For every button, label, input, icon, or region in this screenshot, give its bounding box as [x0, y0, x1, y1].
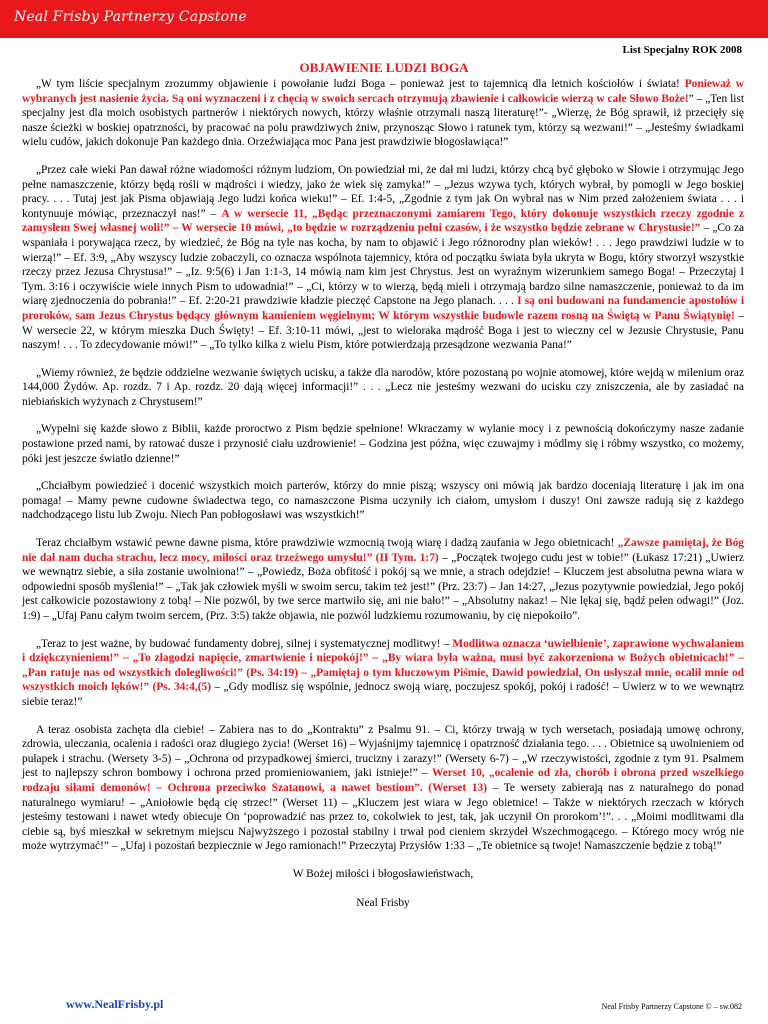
paragraph [22, 637, 744, 710]
paragraph [22, 479, 744, 523]
body-text: „Wiemy również, że będzie oddzielne wezwanie świętych ucisku, a także dla narodów, które pozostaną po wojnie atomowej, które wejdą w milenium oraz 144,000 Żydów. Ap. rozdz. 7 i Ap. rozdz. 20 dają więcej informacji!” . . . „Lecz nie jesteśmy wezwani do ucisku czy zniszczenia, ale by zasiadać na niebiańskich wyżynach z Chrystusem!” [22, 366, 744, 408]
body-text: – „Gdy modlisz się wspólnie, jednocz swoją wiarę, poczujesz spokój, pokój i radość! – Uwierz w to we wewnątrz siebie teraz!” [22, 681, 744, 708]
body-text: – W wersecie 22, w którym mieszka Duch Święty! – Ef. 3:10-11 mówi, „jest to wieloraka mądrość Boga i jest to wieczny cel w Jezusie Chrystusie, Panu naszym! . . . To zdecydowanie mówi!” – „To tylko kilka z wielu Pism, które potwierdzają przesądzone wezwania Pana!” [22, 309, 744, 352]
banner-title: Neal Frisby Partnerzy Capstone [14, 9, 247, 25]
body-text: ” – „Ten list specjalny jest dla moich osobistych partnerów i niektórych nowych, którzy właśnie otrzymali naszą literaturę!”- „Wierzę, że Bóg sprawił, iż przecięły się nasze ścieżki w boskiej opatrzności, by pracować na polu prawdziwych żniw, przynosząc Słowo i ratunek tym, którzy są wezwani!” – „Jesteśmy świadkami wielu cudów, jakich dokonuje Pan każdego dnia. Orzeźwiająca moc Pana jest prawdziwie błogosławiąca!” [22, 92, 744, 149]
signature: Neal Frisby [356, 896, 410, 909]
emphasis-text: A w wersecie 11, „Będąc przeznaczonymi zamiarem Tego, który dokonuje wszystkich rzeczy zgodnie z zamysłem Swej własnej woli!” – W wersecie 10 mówi, „to będzie w rozrządzeniu pełni czasów, i że wszystko będzie zebrane w Chrystusie!” [22, 207, 744, 235]
body-text: „Przez całe wieki Pan dawał różne wiadomości różnym ludziom, On powiedział mi, że dał mi ludzi, którzy chcą być głęboko w Słowie i otrzymując Jego pełne namaszczenie, którzy będą rośli w mądrości i wiedzy, jako że wiek się zamyka!” – „Jezus wzywa tych, których wybrał, by pomogli w Jego boskiej pracy. . . . Tutaj jest jak Pisma objawiają Jego ludzi końca wieku!” – Ef. 1:4-5, „Zgodnie z tym jak On wybrał nas w Nim przed założeniem świata . . . i kontynuuje mówiąc, przeznaczył nas!” – [22, 163, 744, 220]
emphasis-text: I są oni budowani na fundamencie apostołów i proroków, sam Jezus Chrystus będący głównym kamieniem węgielnym; W którym wszystkie budowle razem rosną na Świętą w Panu Świątynię! [22, 295, 744, 322]
body-text: A teraz osobista zachęta dla ciebie! – Zabiera nas to do „Kontraktu” z Psalmu 91. – Ci, którzy trwają w tych wersetach, posiadają umowę ochrony, zdrowia, uleczania, ocalenia i radości oraz długiego życia! (Werset 16) – Wyjaśnijmy tajemnicę i opatrzność działania tego. . . . Obietnice są uwolnieniem od pułapek i strachu. (Wersety 3-5) – „Ochrona od przypadkowej śmierci, trucizny i zarazy!” (Wersety 6-7) – „W rzeczywistości, zgodnie z tym 91. Psalmem jest to najlepszy schron bombowy i ochrona przed promieniowaniem, jaki istnieje!” – [22, 723, 744, 780]
header-banner [0, 0, 768, 38]
page-title: OBJAWIENIE LUDZI BOGA [299, 60, 469, 75]
paragraph [22, 77, 744, 150]
body-text: Teraz chciałbym wstawić pewne dawne pisma, które prawdziwie wzmocnią twoją wiarę i dadzą zaufania w Jego obietnicach! [36, 537, 618, 550]
body-text: – „Początek twojego cudu jest w tobie!” (Łukasz 17:21) „Uwierz we wewnątrz siebie, a siła zostanie uwolniona!” – „Powiedz, Boża obfitość i pokój są we mnie, a strach odejdzie! – Kluczem jest absolutna pewna wiara w odpowiedni sposób myślenia!” – „Tak jak człowiek myśli w swoim sercu, takim też jest!” (Prz. 23:7) – Jan 14:27, „Jezus pozytywnie powiedział, Jego pokój jest całkowicie pozostawiony z tobą! – Nie pozwól, by twe serce martwiło się, ani nie bało!” – „Absolutny nakaz! – Nie lękaj się, bądź pełen odwagi!” (Joz. 1:9) – „Ufaj Panu całym twoim sercem, (Prz. 3:5) także objawia, nie pozwól ludzkiemu rozumowaniu, by cię niepokoiło”. [22, 551, 744, 622]
body-text: „W tym liście specjalnym zrozummy objawienie i powołanie ludzi Boga – ponieważ jest to tajemnicą dla letnich kościołów i świata! [36, 78, 685, 90]
body-text: – „Co za wspaniała i porywająca rzecz, by wiedzieć, że Bóg na tyle nas kocha, by nam to objawić i Jego różnorodny plan wieków! . . . Jego prawdziwi ludzie w to wierzą!” – Ef. 3:9, „Aby wszyscy ludzie zobaczyli, co oznacza wspólnota tajemnicy, która od początku świata była ukryta w Bogu, który stworzył wszystkie rzeczy przez Jezusa Chrystusa!” – „Iz. 9:5(6) i Jan 1:1-3, 14 mówią nam kim jest Chrystus. Jest on wyraźnym wizerunkiem samego Boga! – Przeczytaj I Tym. 3:16 i oczywiście wiele innych Pism to udowadnia!” – „Ci, którzy w to wierzą, będą mieli i otrzymają bardzo silne namaszczenie, ponieważ to da im wiarę zjednoczenia do pobrania!” – Ef. 2:20-21 prawdziwie kładzie pieczęć Capstone na Jego planach. . . . [22, 222, 745, 308]
paragraph [22, 366, 744, 410]
emphasis-text: Ponieważ w wybranych jest nasienie życia. Są oni wyznaczeni i z chęcią w swoich sercach otrzymują zbawienie i całkowicie wierzą w całe Słowo Boże! [22, 78, 744, 105]
emphasis-text: Modlitwa oznacza ‘uwielbienie’, zaprawione wychwalaniem i dziękczynieniem!” – „To złagodzi napięcie, zmartwienie i niepokój!” – „By wiara była ważna, musi być zakorzeniona w Bożych obietnicach!” – „Pan ratuje nas od wszystkich dolegliwości!” (Ps. 34:19) – „Pamiętaj o tym kluczowym Piśmie, Dawid powiedział, On usłyszał mnie, ocalił mnie od wszystkich moich lęków!” (Ps. 34:4,(5) [22, 637, 744, 694]
website-link[interactable]: www.NealFrisby.pl [66, 997, 164, 1011]
body-text: „Teraz to jest ważne, by budować fundamenty dobrej, silnej i systematycznej modlitwy! – [36, 637, 453, 650]
body-text: – Te wersety zabierają nas z naturalnego do ponad naturalnego wymiaru! – „Aniołowie będą cię strzec!” (Werset 11) – „Kluczem jest wiara w Jego obietnice! – Także w niektórych rzeczach w których jesteśmy testowani i nawet wtedy obiecuje On ‘poprowadzić nas przez to, cokolwiek to jest, tak, jak uczynił On prorokom’!”. . . „Moimi modlitwami dla ciebie są, byś mieszkał w sekretnym miejscu Najwyższego i pozostał stabilny i trwał pod cieniem skrzydeł Wszechmogącego. – Którego mocy wróg nie może wytrzymać!” – „Ufaj i pozostań bezpiecznie w Jego ramionach!” Przeczytaj Przysłów 1:33 – „Te obietnice są twoje! Namaszczenie będzie z tobą!” [22, 781, 744, 853]
closing-line: W Bożej miłości i błogosławieństwach, [292, 867, 474, 880]
paragraph [22, 422, 744, 466]
letter-body [22, 77, 744, 924]
paragraph [22, 536, 744, 624]
emphasis-text: „Zawsze pamiętaj, że Bóg nie dał nam ducha strachu, lecz mocy, miłości oraz trzeźwego umysłu!” (II Tym. 1:7) [22, 537, 744, 564]
copyright-text: Neal Frisby Partnerzy Capstone © – sw.082 [601, 1002, 742, 1011]
emphasis-text: Werset 10, „ocalenie od zła, chorób i obrona przed wszelkiego rodzaju siłami demonów! – Ochrona przeciwko Szatanowi, a nawet bestiom”. (Werset 13) [22, 767, 744, 794]
body-text: „Chciałbym powiedzieć i docenić wszystkich moich parterów, którzy do mnie piszą; wszyscy oni mówią jak bardzo doceniają literaturę i jak im ona pomaga! – Mamy pewne cudowne świadectwa tego, co namaszczone Pisma uczyniły ich ciałom, umysłom i duszy! Oni zawsze radują się z każdego nadchodzącego listu lub Zwoju. Niech Pan pobłogosławi was wszystkich!” [22, 480, 744, 522]
body-text: „Wypełni się każde słowo z Biblii, każde proroctwo z Pism będzie spełnione! Wkraczamy w wylanie mocy i z pewnością dokończymy nasze zadanie postawione przed nami, by ratować dusze i przynosić ciału uzdrowienie! – Godzina jest późna, więc czuwajmy i módlmy się i róbmy wszystko, co możemy, póki jest jeszcze światło dzienne!” [22, 423, 744, 465]
paragraph [22, 163, 744, 353]
issue-label: List Specjalny ROK 2008 [622, 44, 742, 56]
paragraph [22, 723, 744, 854]
